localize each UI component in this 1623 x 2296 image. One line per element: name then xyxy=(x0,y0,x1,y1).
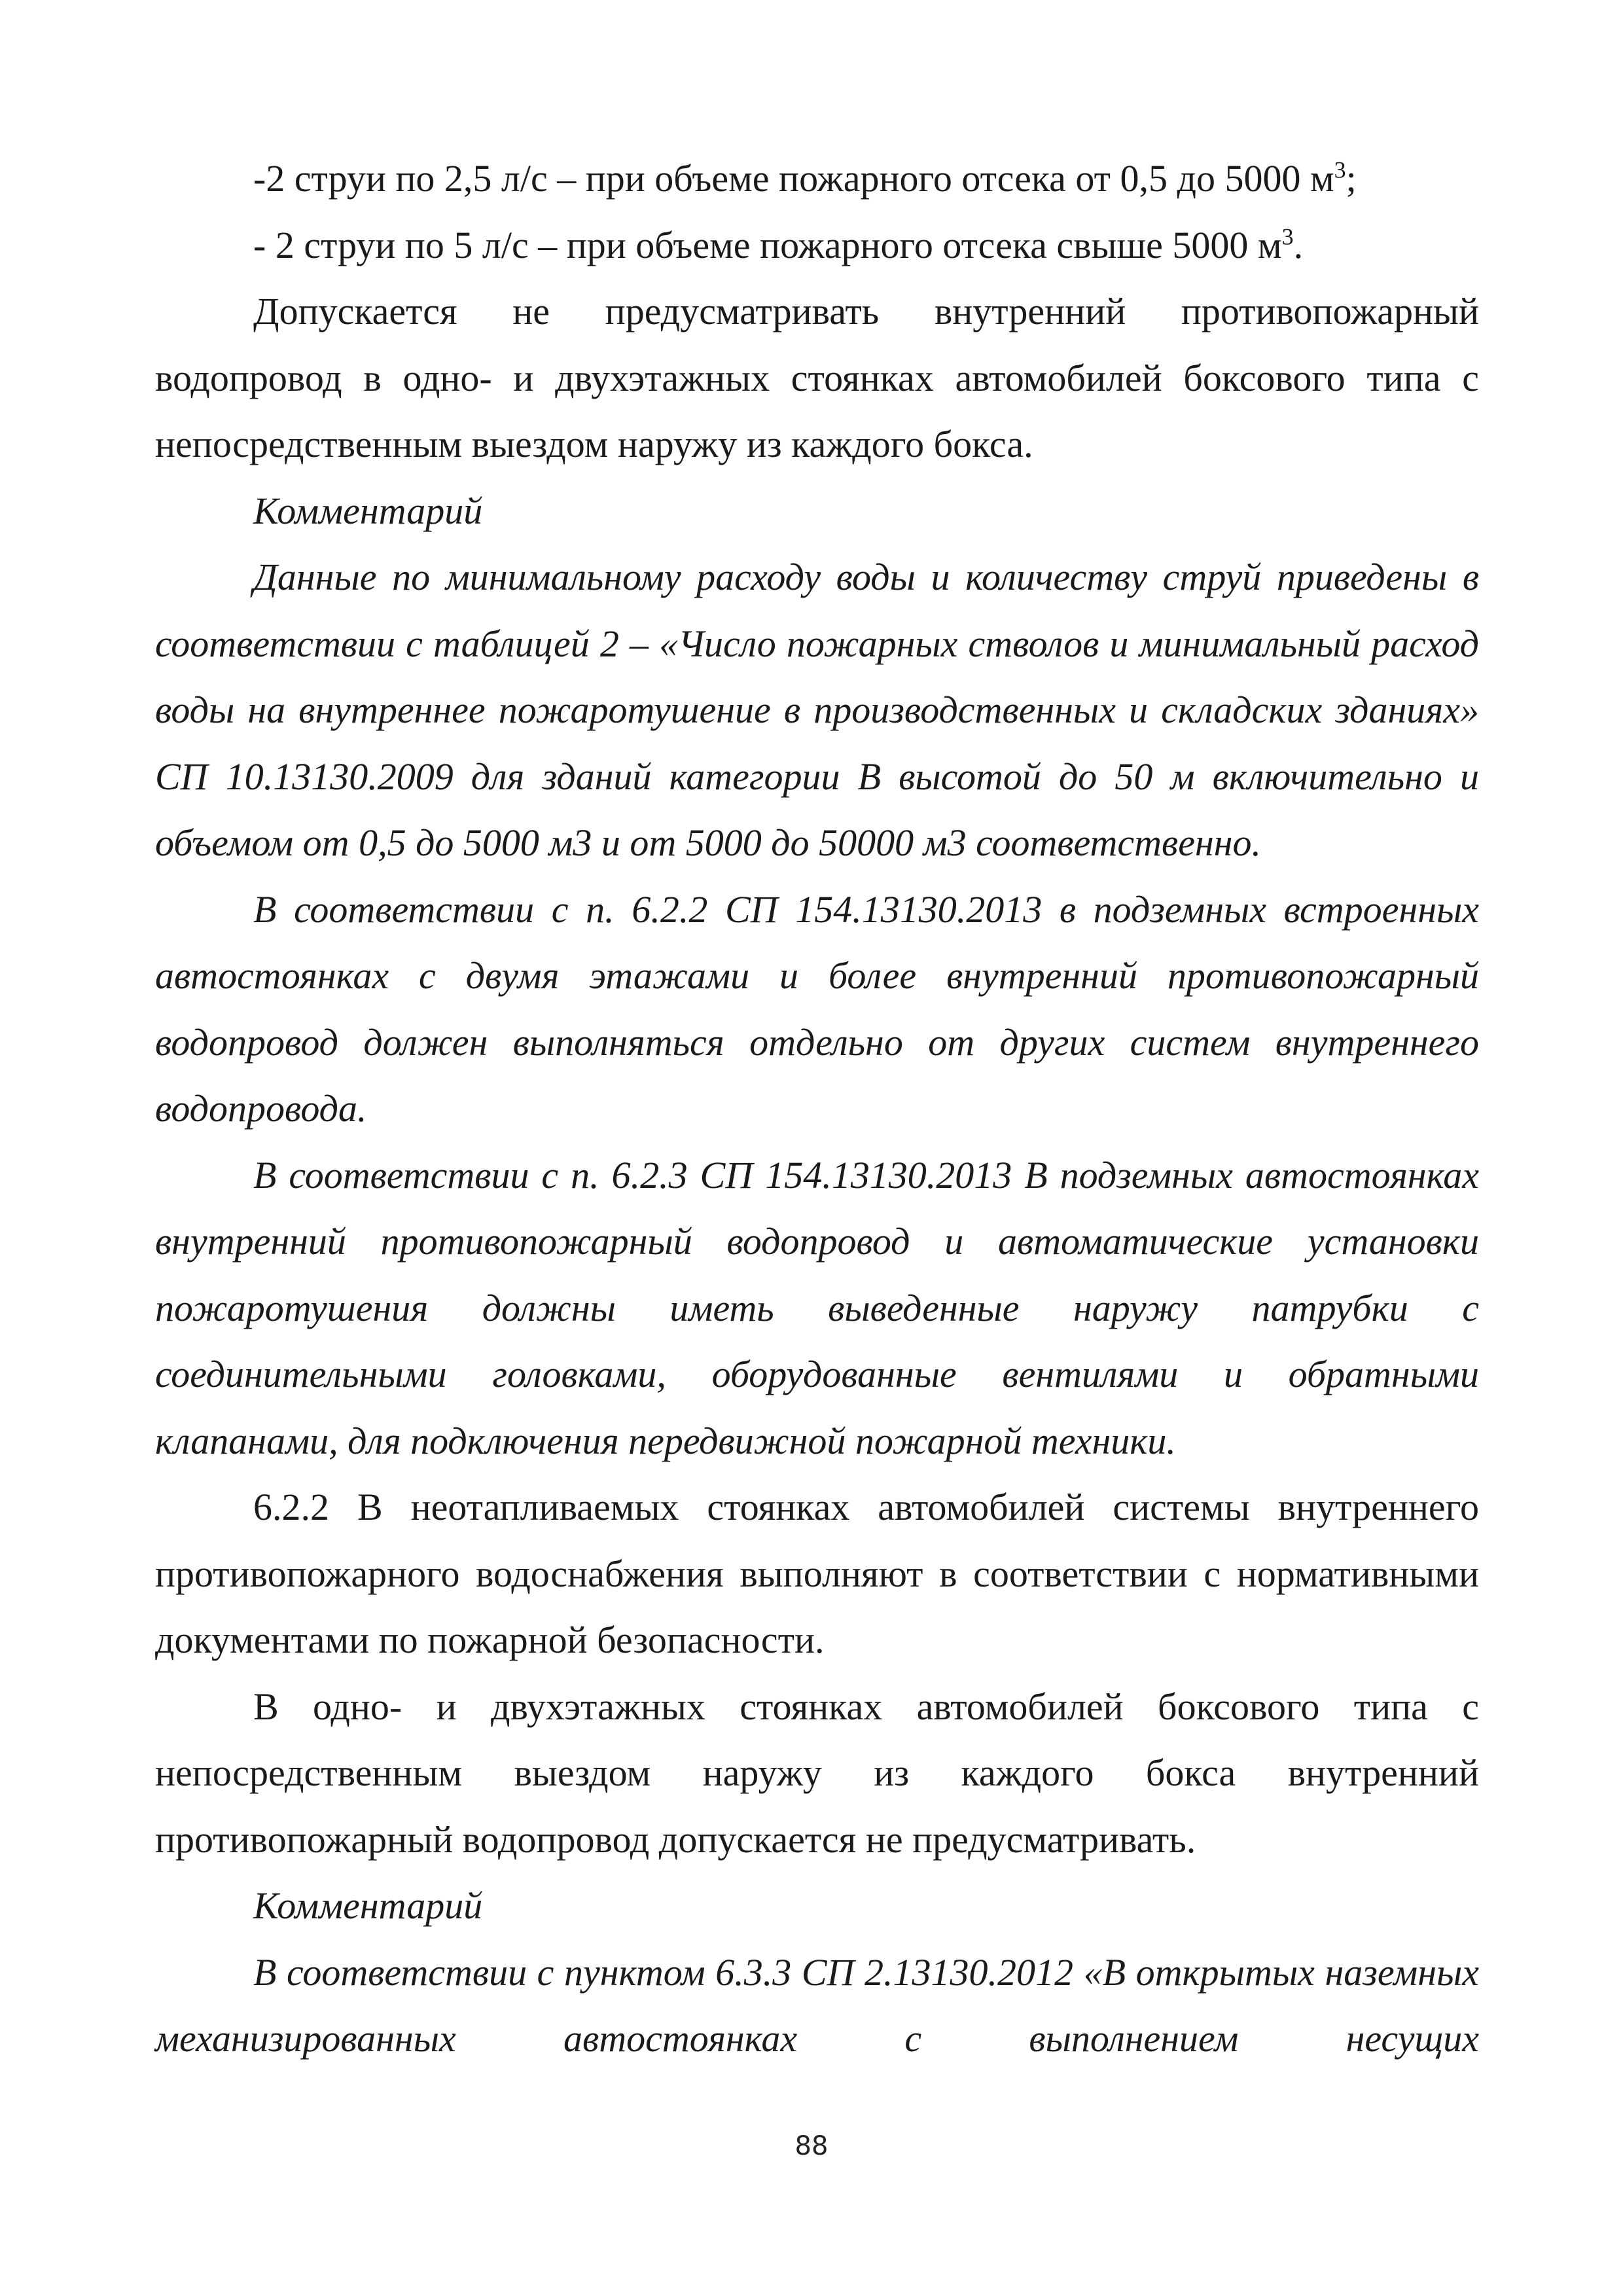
paragraph-boxes: В одно- и двухэтажных стоянках автомобилей боксового типа с непосредственным выездом наружу из каждого бокса внутренний противопожарный водопровод допускается не предусматривать. xyxy=(155,1685,1479,1861)
comment-paragraph: В соответствии с п. 6.2.3 СП 154.13130.2013 В подземных автостоянках внутренний противопожарный водопровод и автоматические установки пожаротушения должны иметь выведенные наружу патрубки с соединительными головками, оборудованные вентилями и обратными клапанами, для подключения передвижной пожарной техники. xyxy=(155,1153,1479,1462)
paragraph-6-2-2: 6.2.2 В неотапливаемых стоянках автомобилей системы внутреннего противопожарного водоснабжения выполняют в соответствии с нормативными документами по пожарной безопасности. xyxy=(155,1486,1479,1661)
bullet-item-1: -2 струи по 2,5 л/с – при объеме пожарного отсека от 0,5 до 5000 $м^3$; xyxy=(253,156,1357,200)
comment-paragraph: В соответствии с п. 6.2.2 СП 154.13130.2013 в подземных встроенных автостоянках с двумя этажами и более внутренний противопожарный водопровод должен выполняться отдельно от других систем внутреннего водопровода. xyxy=(155,888,1479,1130)
document-body xyxy=(155,145,1479,2072)
comment-heading: Комментарий xyxy=(253,1884,483,1927)
bullet-item-2: - 2 струи по 5 л/с – при объеме пожарного отсека свыше 5000 $м^3$. xyxy=(253,223,1304,266)
comment-heading: Комментарий xyxy=(253,489,483,532)
superscript-3: 3 xyxy=(1334,156,1346,183)
comment-paragraph: В соответствии с пунктом 6.3.3 СП 2.13130.2012 «В открытых наземных механизированных автостоянках с выполнением несущих xyxy=(155,1950,1479,2060)
comment-paragraph: Данные по минимальному расходу воды и количеству струй приведены в соответствии с таблицей 2 – «Число пожарных стволов и минимальный расход воды на внутреннее пожаротушение в производственных и складских зданиях» СП 10.13130.2009 для зданий категории В высотой до 50 м включительно и объемом от 0,5 до 5000 м3 и от 5000 до 50000 м3 соответственно. xyxy=(155,556,1479,864)
page-number: 88 xyxy=(794,2131,829,2161)
paragraph-allowed: Допускается не предусматривать внутренний противопожарный водопровод в одно- и двухэтажных стоянках автомобилей боксового типа с непосредственным выездом наружу из каждого бокса. xyxy=(155,290,1479,465)
superscript-3: 3 xyxy=(1281,223,1294,250)
